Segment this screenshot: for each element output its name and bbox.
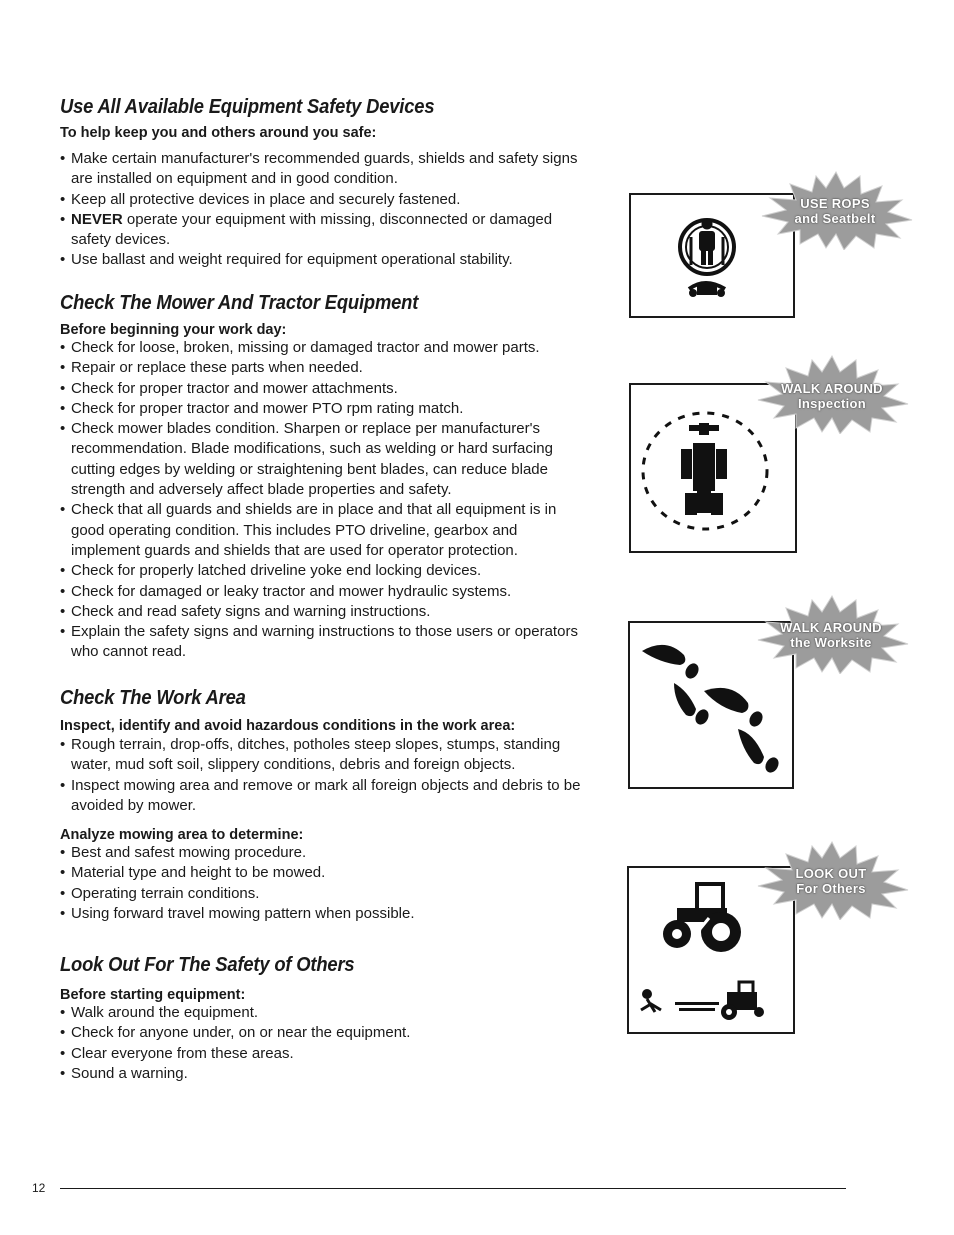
- bullet-list: [60, 149, 590, 271]
- list-item: [60, 379, 590, 399]
- list-item-text: Rough terrain, drop-offs, ditches, potholes steep slopes, stumps, standing water, mud soft soil, slippery conditions, debris and foreign objects.: [71, 736, 561, 774]
- list-item: [60, 622, 590, 663]
- list-item-text: Check for properly latched driveline yoke end locking devices.: [71, 562, 482, 580]
- footer-rule: [60, 1188, 846, 1189]
- list-item: [60, 419, 590, 500]
- bullet-list: [60, 843, 590, 924]
- sign-caption: WALK AROUND Inspection: [781, 381, 883, 411]
- section-heading: Check The Work Area: [60, 687, 246, 709]
- section-subheading: Inspect, identify and avoid hazardous conditions in the work area:: [60, 718, 516, 734]
- section-work-area: [60, 687, 590, 924]
- rops-seatbelt-icon: [645, 203, 765, 313]
- page-number: 12: [32, 1181, 46, 1195]
- list-item-text: Check for loose, broken, missing or damaged tractor and mower parts.: [71, 339, 540, 356]
- section-safety-devices: [60, 96, 590, 271]
- list-item-text: Make certain manufacturer's recommended guards, shields and safety signs are installed on equipment and in good condition.: [71, 150, 578, 188]
- list-item-text: Operating terrain conditions.: [71, 884, 260, 902]
- list-item-text: Keep all protective devices in place and securely fastened.: [71, 190, 461, 208]
- list-item-text: Use ballast and weight required for equipment operational stability.: [71, 251, 513, 269]
- section-subheading: Before starting equipment:: [60, 987, 246, 1003]
- list-item: [60, 863, 590, 883]
- list-item: [60, 338, 590, 358]
- list-item: [60, 190, 590, 210]
- emphasis-text: NEVER: [71, 210, 123, 228]
- list-item-text: Check for proper tractor and mower attachments.: [71, 379, 398, 397]
- list-item-text: Walk around the equipment.: [71, 1004, 259, 1021]
- section-heading: Use All Available Equipment Safety Devices: [60, 96, 435, 118]
- list-item-text: Explain the safety signs and warning instructions to those users or operators who cannot read.: [71, 623, 578, 661]
- list-item: [60, 210, 590, 251]
- bullet-list: [60, 1003, 590, 1084]
- list-item: [60, 358, 590, 378]
- list-item-text: Check for anyone under, on or near the equipment.: [71, 1024, 411, 1042]
- list-item-text: Material type and height to be mowed.: [71, 864, 326, 882]
- list-item: [60, 1023, 590, 1043]
- list-item: [60, 1064, 590, 1084]
- bullet-list: [60, 735, 590, 816]
- list-item: [60, 250, 590, 270]
- section-mower-tractor: [60, 292, 590, 663]
- list-item-text: Clear everyone from these areas.: [71, 1044, 294, 1062]
- list-item: [60, 561, 590, 581]
- list-item: [60, 582, 590, 602]
- list-item: [60, 843, 590, 863]
- list-item: [60, 399, 590, 419]
- sign-caption: WALK AROUND the Worksite: [780, 620, 882, 650]
- section-heading: Check The Mower And Tractor Equipment: [60, 292, 419, 314]
- list-item-text: Check mower blades condition. Sharpen or replace per manufacturer's recommendation. Blade modifications, such as welding or hard surfacing cutting edges by welding or straightening bent blades, can reduce blade strength and adversely affect blade properties and safety.: [71, 420, 553, 499]
- list-item: [60, 1044, 590, 1064]
- list-item-text: operate your equipment with missing, disconnected or damaged safety devices.: [71, 210, 553, 249]
- list-item-text: Inspect mowing area and remove or mark all foreign objects and debris to be avoided by mower.: [71, 776, 581, 814]
- section-subheading: Before beginning your work day:: [60, 322, 287, 338]
- list-item: [60, 884, 590, 904]
- list-item: [60, 735, 590, 776]
- section-heading: Look Out For The Safety of Others: [60, 954, 355, 976]
- list-item-text: Best and safest mowing procedure.: [71, 844, 307, 862]
- list-item-text: Check and read safety signs and warning instructions.: [71, 602, 431, 620]
- section-subheading: To help keep you and others around you safe:: [60, 125, 377, 141]
- sign-caption: LOOK OUT For Others: [795, 866, 867, 896]
- list-item-text: Repair or replace these parts when needed.: [71, 359, 363, 377]
- list-item-text: Check that all guards and shields are in place and that all equipment is in good operating condition. This includes PTO driveline, gearbox and implement guards and shields that are used for operator protection.: [71, 501, 557, 559]
- section-subheading-analyze: Analyze mowing area to determine:: [60, 827, 304, 844]
- list-item: [60, 500, 590, 561]
- list-item: [60, 149, 590, 190]
- list-item-text: Using forward travel mowing pattern when possible.: [71, 905, 415, 923]
- list-item: [60, 602, 590, 622]
- list-item: [60, 776, 590, 817]
- sign-caption: USE ROPS and Seatbelt: [794, 196, 876, 226]
- list-item-text: Check for damaged or leaky tractor and mower hydraulic systems.: [71, 582, 512, 600]
- list-item-text: Check for proper tractor and mower PTO rpm rating match.: [71, 399, 464, 417]
- bullet-list: [60, 338, 590, 663]
- list-item-text: Sound a warning.: [71, 1064, 188, 1082]
- section-safety-of-others: [60, 954, 590, 1084]
- list-item: [60, 1003, 590, 1023]
- list-item: [60, 904, 590, 924]
